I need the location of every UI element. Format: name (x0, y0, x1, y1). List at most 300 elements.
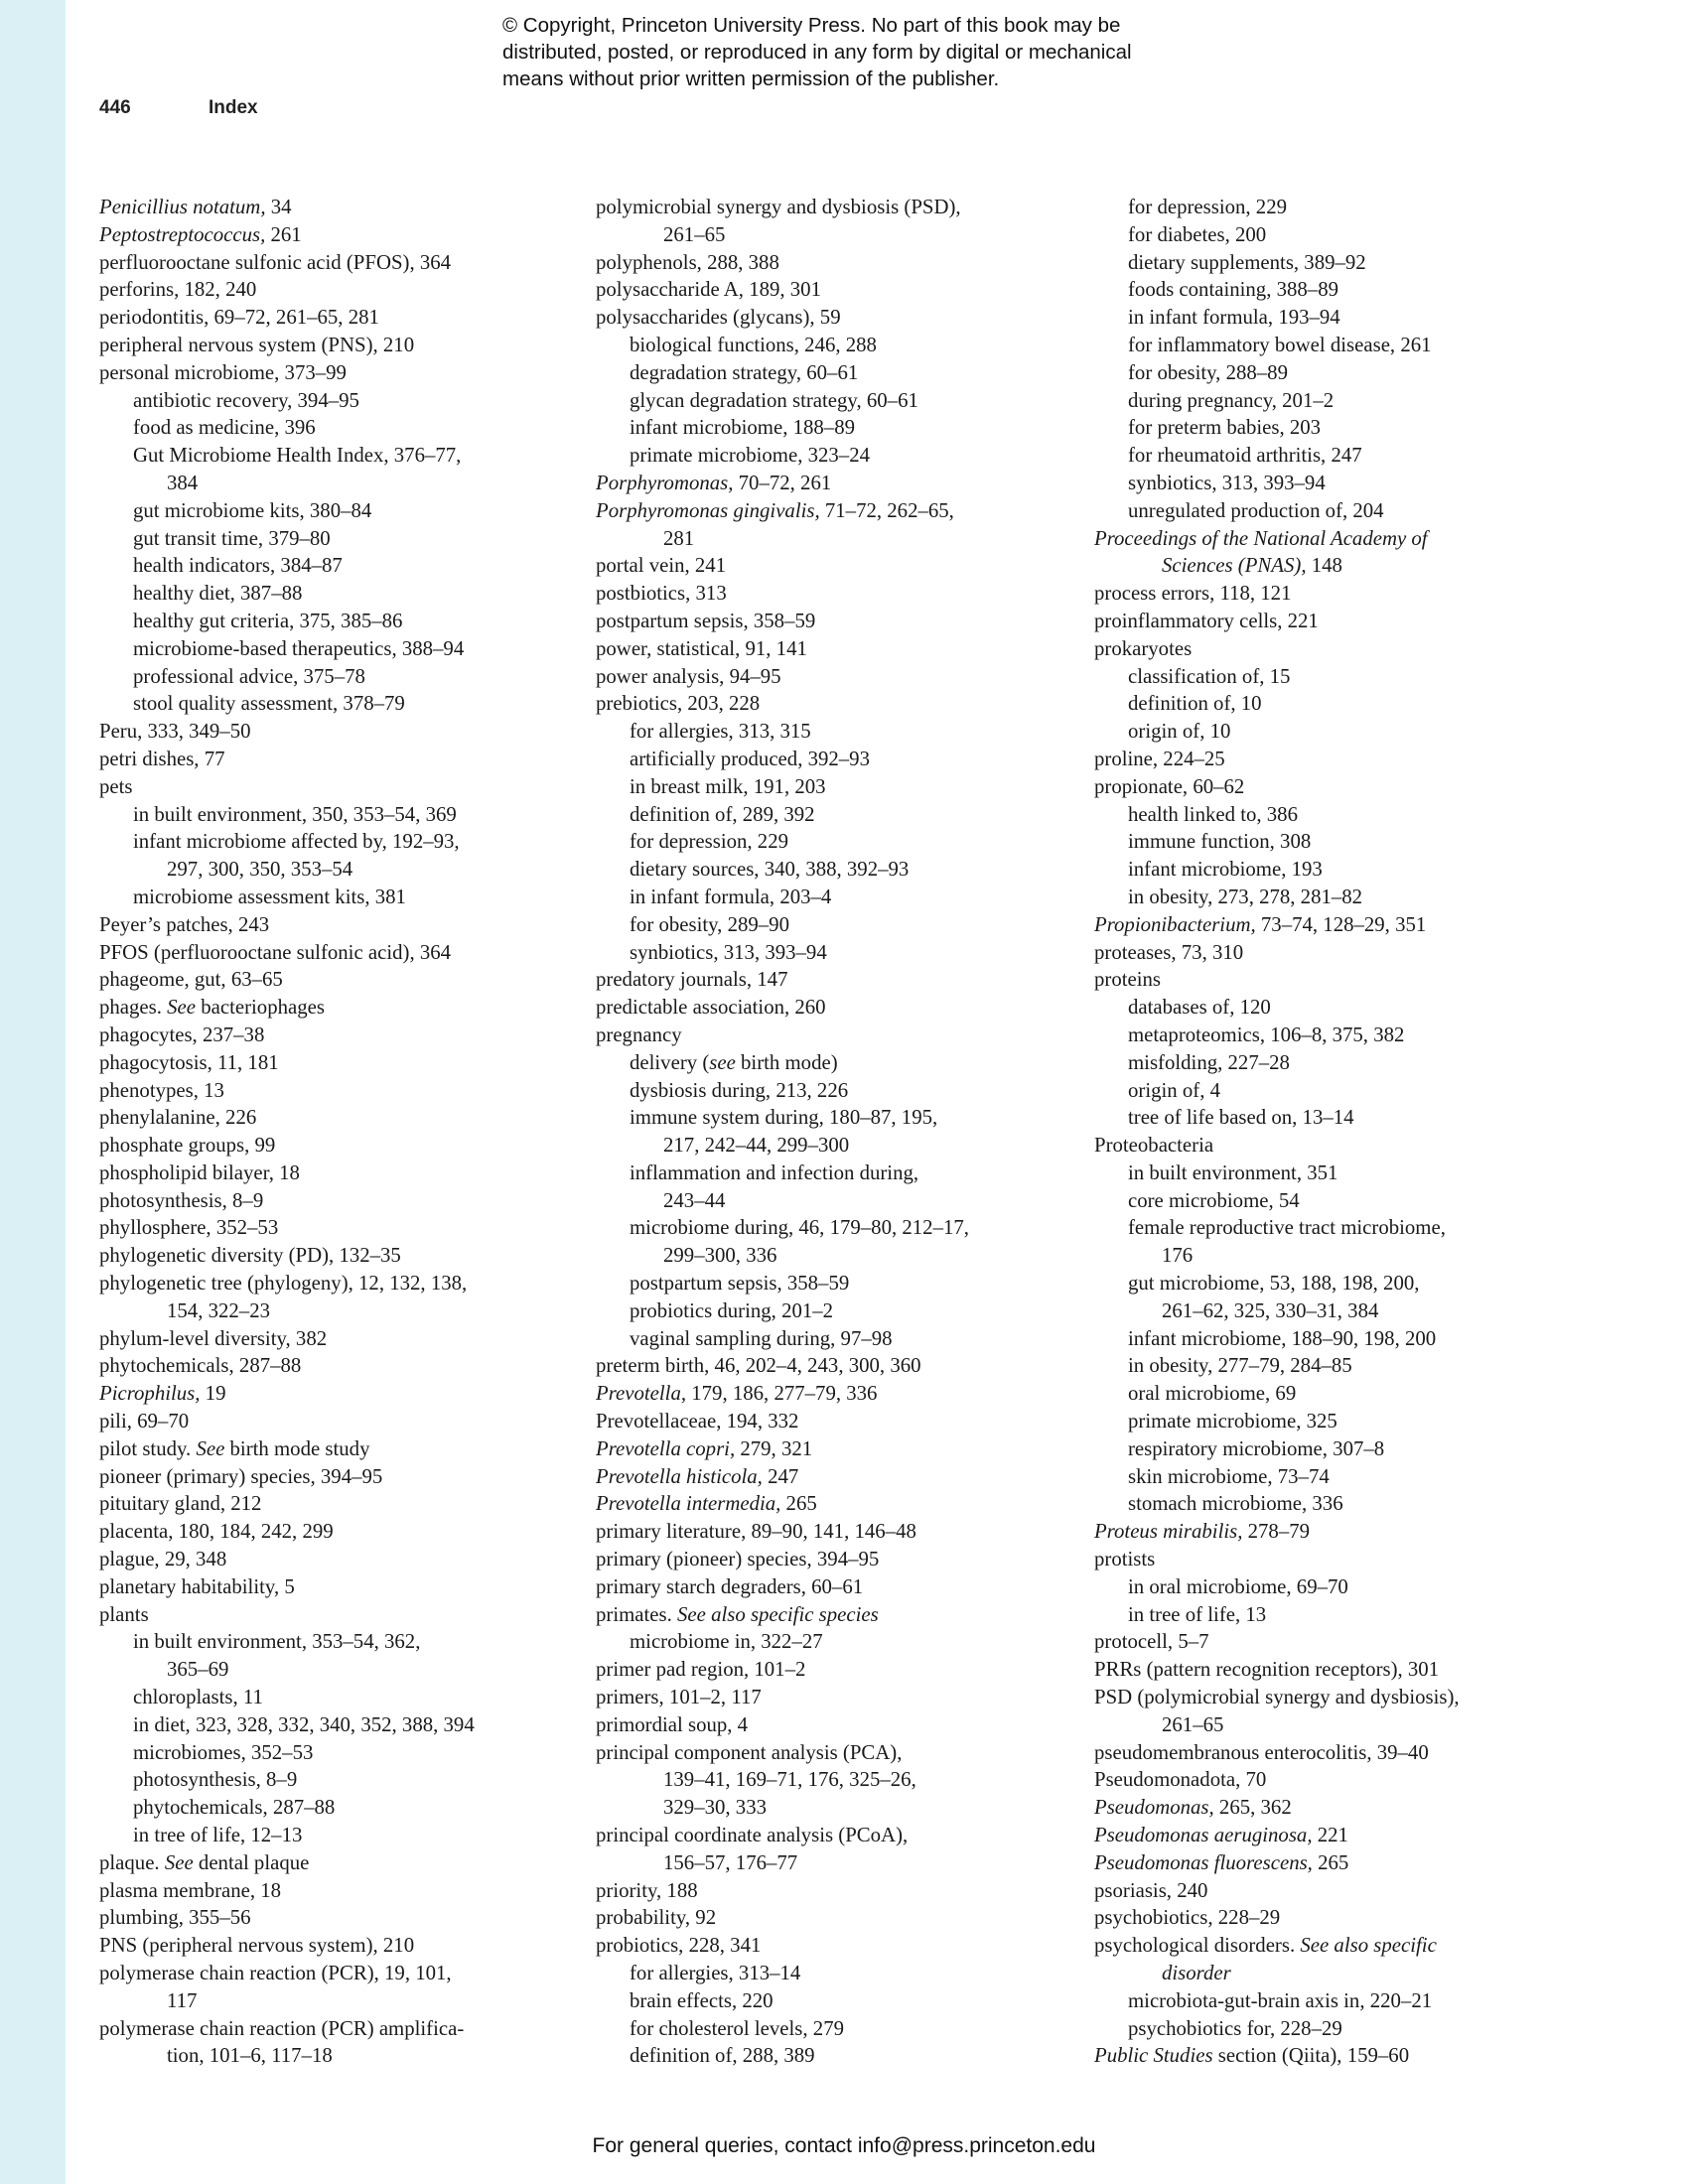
index-entry (1094, 939, 1591, 967)
entry-text: phosphate groups, 99 (99, 1134, 276, 1158)
index-entry (596, 608, 1092, 635)
index-subentry-continuation (596, 1187, 1092, 1215)
index-entry (596, 1684, 1092, 1711)
index-entry (1094, 1739, 1591, 1767)
index-entry (596, 1601, 1092, 1629)
index-entry (1094, 966, 1591, 994)
index-entry (99, 332, 596, 359)
index-subentry (99, 1739, 596, 1767)
entry-text: for obesity, 289–90 (630, 912, 789, 936)
index-subentry (1094, 470, 1591, 497)
index-subentry (1094, 1987, 1591, 2015)
index-subentry (1094, 442, 1591, 470)
entry-text: psychological disorders. (1094, 1934, 1301, 1958)
entry-text: 156–57, 176–77 (663, 1850, 798, 1874)
index-entry (99, 1187, 596, 1215)
entry-text: principal coordinate analysis (PCoA), (596, 1824, 909, 1847)
section-title: Index (209, 97, 258, 118)
index-entry (99, 1352, 596, 1380)
index-entry (596, 1656, 1092, 1684)
entry-text: 148 (1306, 554, 1342, 578)
entry-text: microbiome during, 46, 179–80, 212–17, (630, 1216, 969, 1240)
index-subentry (1094, 1352, 1591, 1380)
index-entry (596, 663, 1092, 691)
index-subentry (99, 801, 596, 829)
index-subentry (1094, 1601, 1591, 1629)
entry-text: immune system during, 180–87, 195, (630, 1106, 938, 1130)
index-entry (596, 194, 1092, 221)
index-entry (1094, 1877, 1591, 1905)
index-subentry (1094, 194, 1591, 221)
index-entry (99, 1932, 596, 1960)
entry-text: 261–65 (1162, 1712, 1224, 1736)
index-entry (99, 939, 596, 967)
index-entry (99, 1573, 596, 1601)
entry-text: periodontitis, 69–72, 261–65, 281 (99, 306, 379, 330)
entry-text: degradation strategy, 60–61 (630, 360, 859, 384)
entry-text: Peru, 333, 349–50 (99, 720, 251, 744)
italic-text: Proceedings of the National Academy of (1094, 526, 1428, 550)
italic-text: Pseudomonas aeruginosa, (1094, 1824, 1313, 1847)
index-entry (1094, 1794, 1591, 1822)
index-subentry (1094, 1463, 1591, 1491)
entry-text: foods containing, 388–89 (1128, 278, 1338, 302)
index-subentry (1094, 1104, 1591, 1132)
index-entry (99, 911, 596, 939)
entry-text: 19 (200, 1382, 226, 1406)
entry-text: bacteriophages (196, 996, 325, 1020)
entry-text: polymicrobial synergy and dysbiosis (PSD), (596, 196, 961, 218)
index-subentry (1094, 856, 1591, 884)
index-entry (99, 718, 596, 746)
index-subentry (99, 1794, 596, 1822)
entry-text: 117 (167, 1988, 198, 2012)
entry-text: primers, 101–2, 117 (596, 1686, 762, 1709)
entry-text: gut microbiome kits, 380–84 (133, 498, 372, 522)
italic-text: Prevotella histicola, (596, 1464, 763, 1488)
entry-text: pili, 69–70 (99, 1410, 190, 1433)
italic-text: Picrophilus, (99, 1382, 201, 1406)
index-subentry (596, 1104, 1092, 1132)
index-entry (1094, 1518, 1591, 1546)
index-subentry (1094, 1214, 1591, 1242)
index-entry (596, 635, 1092, 663)
index-entry (596, 276, 1092, 304)
entry-text: core microbiome, 54 (1128, 1188, 1300, 1212)
entry-text: polysaccharide A, 189, 301 (596, 278, 821, 302)
index-entry (596, 1463, 1092, 1491)
index-subentry (1094, 994, 1591, 1022)
index-subentry (1094, 1325, 1591, 1353)
index-entry (596, 470, 1092, 497)
entry-text: 73–74, 128–29, 351 (1255, 912, 1427, 936)
index-entry (596, 1490, 1092, 1518)
entry-text: skin microbiome, 73–74 (1128, 1464, 1330, 1488)
index-subentry (99, 608, 596, 635)
entry-text: Pseudomonadota, 70 (1094, 1768, 1267, 1792)
italic-text: See also specific species (677, 1602, 879, 1626)
index-entry (596, 1822, 1092, 1849)
index-entry-continuation (596, 1849, 1092, 1877)
italic-text: Pseudomonas fluorescens, (1094, 1850, 1313, 1874)
index-entry (1094, 1904, 1591, 1932)
index-entry (1094, 2042, 1591, 2070)
entry-text: dietary supplements, 389–92 (1128, 250, 1366, 274)
entry-text: 299–300, 336 (663, 1244, 777, 1268)
index-subentry (99, 387, 596, 415)
entry-text: phyllosphere, 352–53 (99, 1216, 279, 1240)
entry-text: proteases, 73, 310 (1094, 940, 1244, 964)
index-subentry (99, 690, 596, 718)
entry-text: phages. (99, 996, 168, 1020)
italic-text: Porphyromonas gingivalis, (596, 498, 820, 522)
entry-text: perforins, 182, 240 (99, 278, 257, 302)
italic-text: see (709, 1050, 736, 1074)
entry-text: psychobiotics for, 228–29 (1128, 2016, 1342, 2040)
index-entry (596, 1739, 1092, 1767)
index-entry-continuation (1094, 1960, 1591, 1987)
index-subentry (596, 1214, 1092, 1242)
entry-text: primate microbiome, 325 (1128, 1410, 1337, 1433)
index-entry-continuation (99, 1297, 596, 1325)
index-entry (99, 1160, 596, 1187)
entry-text: planetary habitability, 5 (99, 1574, 295, 1598)
index-entry (99, 773, 596, 801)
entry-text: Prevotellaceae, 194, 332 (596, 1410, 799, 1433)
index-subentry (1094, 1077, 1591, 1105)
index-entry (1094, 1684, 1591, 1711)
index-subentry (1094, 663, 1591, 691)
index-entry (99, 249, 596, 277)
index-subentry (596, 1325, 1092, 1353)
entry-text: 71–72, 262–65, (819, 498, 954, 522)
index-subentry (1094, 387, 1591, 415)
index-subentry (99, 1628, 596, 1656)
index-subentry (596, 1049, 1092, 1077)
entry-text: polymerase chain reaction (PCR) amplifica- (99, 2016, 465, 2040)
index-subentry (1094, 718, 1591, 746)
index-subentry (99, 442, 596, 470)
index-entry (1094, 1822, 1591, 1849)
index-subentry (99, 884, 596, 911)
index-subentry (596, 2015, 1092, 2043)
index-subentry (1094, 1573, 1591, 1601)
entry-text: probability, 92 (596, 1906, 717, 1930)
entry-text: process errors, 118, 121 (1094, 582, 1292, 606)
entry-text: PRRs (pattern recognition receptors), 301 (1094, 1658, 1440, 1682)
index-subentry (1094, 221, 1591, 249)
entry-text: chloroplasts, 11 (133, 1686, 263, 1709)
index-entry (596, 1711, 1092, 1739)
entry-text: propionate, 60–62 (1094, 774, 1245, 798)
index-subentry (1094, 801, 1591, 829)
entry-text: databases of, 120 (1128, 996, 1271, 1020)
entry-text: synbiotics, 313, 393–94 (1128, 471, 1326, 494)
entry-text: 297, 300, 350, 353–54 (167, 858, 353, 882)
index-subentry (1094, 249, 1591, 277)
index-entry (596, 994, 1092, 1022)
index-subentry (1094, 359, 1591, 387)
index-entry (99, 966, 596, 994)
entry-text: phospholipid bilayer, 18 (99, 1160, 300, 1184)
index-entry (99, 1380, 596, 1408)
entry-text: in obesity, 273, 278, 281–82 (1128, 885, 1363, 908)
entry-text: for allergies, 313–14 (630, 1962, 801, 1984)
entry-text: glycan degradation strategy, 60–61 (630, 388, 918, 412)
entry-text: for allergies, 313, 315 (630, 720, 811, 744)
entry-text: primer pad region, 101–2 (596, 1658, 806, 1682)
entry-text: psoriasis, 240 (1094, 1878, 1208, 1902)
index-entry (596, 1435, 1092, 1463)
index-entry (99, 194, 596, 221)
index-subentry (596, 828, 1092, 856)
entry-text: priority, 188 (596, 1878, 698, 1902)
page-edge-strip (0, 0, 66, 2184)
index-entry (1094, 608, 1591, 635)
entry-text: 247 (762, 1464, 799, 1488)
entry-text: proteins (1094, 968, 1162, 992)
index-entry (596, 1022, 1092, 1049)
index-entry (99, 1077, 596, 1105)
index-subentry (1094, 304, 1591, 332)
index-subentry (99, 1711, 596, 1739)
entry-text: portal vein, 241 (596, 554, 727, 578)
index-subentry (99, 1766, 596, 1794)
entry-text: dietary sources, 340, 388, 392–93 (630, 858, 910, 882)
entry-text: prebiotics, 203, 228 (596, 692, 761, 716)
index-subentry (1094, 414, 1591, 442)
index-entry (99, 746, 596, 773)
index-entry (1094, 1656, 1591, 1684)
italic-text: Pseudomonas, (1094, 1796, 1214, 1820)
entry-text: stool quality assessment, 378–79 (133, 692, 405, 716)
entry-text: plaque. (99, 1850, 165, 1874)
entry-text: photosynthesis, 8–9 (133, 1768, 298, 1792)
index-subentry (1094, 1049, 1591, 1077)
entry-text: primary literature, 89–90, 141, 146–48 (596, 1520, 916, 1544)
entry-text: plague, 29, 348 (99, 1548, 227, 1571)
index-entry (1094, 635, 1591, 663)
entry-text: polysaccharides (glycans), 59 (596, 306, 841, 330)
index-entry (1094, 1546, 1591, 1573)
index-subentry (596, 939, 1092, 967)
entry-text: 265 (1312, 1850, 1349, 1874)
entry-text: in tree of life, 13 (1128, 1602, 1267, 1626)
entry-text: birth mode study (224, 1436, 370, 1460)
entry-text: phagocytes, 237–38 (99, 1023, 265, 1046)
entry-text: microbiome assessment kits, 381 (133, 885, 406, 908)
index-column-3 (1094, 194, 1591, 2070)
index-subentry (596, 1270, 1092, 1297)
entry-text: pioneer (primary) species, 394–95 (99, 1464, 383, 1488)
index-subentry (1094, 828, 1591, 856)
entry-text: pilot study. (99, 1436, 197, 1460)
index-entry (596, 690, 1092, 718)
italic-text: Prevotella intermedia, (596, 1492, 781, 1516)
entry-text: Peyer’s patches, 243 (99, 912, 270, 936)
index-entry (596, 1352, 1092, 1380)
entry-text: in built environment, 351 (1128, 1160, 1338, 1184)
italic-text: Propionibacterium, (1094, 912, 1256, 936)
entry-text: for inflammatory bowel disease, 261 (1128, 333, 1432, 356)
page-number: 446 (99, 97, 131, 118)
entry-text: 329–30, 333 (663, 1796, 767, 1820)
entry-text: power analysis, 94–95 (596, 664, 781, 688)
entry-text: peripheral nervous system (PNS), 210 (99, 333, 415, 356)
index-column-2 (596, 194, 1092, 2070)
entry-text: plumbing, 355–56 (99, 1906, 251, 1930)
entry-text: 279, 321 (735, 1436, 813, 1460)
entry-text: predatory journals, 147 (596, 968, 788, 992)
entry-text: probiotics, 228, 341 (596, 1934, 762, 1958)
index-entry (596, 1380, 1092, 1408)
index-subentry (596, 718, 1092, 746)
entry-text: 261–62, 325, 330–31, 384 (1162, 1298, 1379, 1322)
entry-text: respiratory microbiome, 307–8 (1128, 1436, 1385, 1460)
entry-text: personal microbiome, 373–99 (99, 360, 347, 384)
entry-text: infant microbiome affected by, 192–93, (133, 830, 460, 854)
entry-text: 139–41, 169–71, 176, 325–26, (663, 1768, 916, 1792)
entry-text: perfluorooctane sulfonic acid (PFOS), 364 (99, 250, 452, 274)
index-entry (1094, 746, 1591, 773)
entry-text: principal component analysis (PCA), (596, 1740, 903, 1764)
entry-text: PSD (polymicrobial synergy and dysbiosis), (1094, 1686, 1460, 1709)
entry-text: primary (pioneer) species, 394–95 (596, 1548, 880, 1571)
index-entry-continuation (99, 2042, 596, 2070)
index-subentry (99, 1684, 596, 1711)
index-entry (99, 1242, 596, 1270)
index-entry (1094, 1132, 1591, 1160)
italic-text: Proteus mirabilis, (1094, 1520, 1243, 1544)
entry-text: 179, 186, 277–79, 336 (686, 1382, 878, 1406)
entry-text: for rheumatoid arthritis, 247 (1128, 444, 1362, 468)
index-subentry (596, 884, 1092, 911)
index-entry (99, 1270, 596, 1297)
entry-text: in infant formula, 193–94 (1128, 306, 1340, 330)
index-subentry (596, 911, 1092, 939)
entry-text: 221 (1312, 1824, 1348, 1847)
index-subentry (596, 801, 1092, 829)
index-subentry (596, 746, 1092, 773)
entry-text: microbiomes, 352–53 (133, 1740, 314, 1764)
index-subentry (596, 1987, 1092, 2015)
index-entry (99, 1435, 596, 1463)
italic-text: Porphyromonas, (596, 471, 734, 494)
entry-text: professional advice, 375–78 (133, 664, 365, 688)
index-entry (1094, 1932, 1591, 1960)
entry-text: 217, 242–44, 299–300 (663, 1134, 850, 1158)
entry-text: metaproteomics, 106–8, 375, 382 (1128, 1023, 1405, 1046)
index-entry (596, 1546, 1092, 1573)
running-head (99, 97, 258, 119)
entry-text: polyphenols, 288, 388 (596, 250, 779, 274)
entry-text: pets (99, 774, 133, 798)
index-subentry-continuation (596, 1242, 1092, 1270)
entry-text: delivery ( (630, 1050, 710, 1074)
index-entry (596, 1518, 1092, 1546)
entry-text: placenta, 180, 184, 242, 299 (99, 1520, 334, 1544)
index-subentry (1094, 1380, 1591, 1408)
entry-text: preterm birth, 46, 202–4, 243, 300, 360 (596, 1354, 921, 1378)
entry-text: Gut Microbiome Health Index, 376–77, (133, 444, 462, 468)
index-subentry-continuation (99, 1656, 596, 1684)
entry-text: primary starch degraders, 60–61 (596, 1574, 864, 1598)
italic-text: Peptostreptococcus, (99, 222, 266, 246)
index-entry-continuation (1094, 552, 1591, 580)
index-entry (1094, 1766, 1591, 1794)
entry-text: microbiota-gut-brain axis in, 220–21 (1128, 1988, 1433, 2012)
index-subentry-continuation (99, 856, 596, 884)
italic-text: Penicillius notatum, (99, 196, 266, 218)
index-subentry (596, 414, 1092, 442)
entry-text: origin of, 10 (1128, 720, 1231, 744)
entry-text: dental plaque (193, 1850, 310, 1874)
footer-contact: For general queries, contact info@press.princeton.edu (592, 2134, 1096, 2157)
index-subentry-continuation (1094, 1242, 1591, 1270)
copyright-line: means without prior written permission of the publisher. (502, 68, 1000, 90)
index-entry (596, 497, 1092, 525)
index-entry (1094, 580, 1591, 608)
index-subentry (99, 497, 596, 525)
entry-text: phytochemicals, 287–88 (133, 1796, 336, 1820)
entry-text: proline, 224–25 (1094, 747, 1225, 770)
entry-text: for depression, 229 (630, 830, 788, 854)
entry-text: oral microbiome, 69 (1128, 1382, 1297, 1406)
index-entry (99, 1022, 596, 1049)
index-subentry (1094, 276, 1591, 304)
entry-text: 176 (1162, 1244, 1194, 1268)
entry-text: 154, 322–23 (167, 1298, 270, 1322)
entry-text: primordial soup, 4 (596, 1712, 749, 1736)
italic-text: Sciences (PNAS), (1162, 554, 1307, 578)
entry-text: tion, 101–6, 117–18 (167, 2044, 333, 2068)
index-subentry (99, 663, 596, 691)
italic-text: See (164, 1850, 194, 1874)
entry-text: during pregnancy, 201–2 (1128, 388, 1335, 412)
entry-text: pregnancy (596, 1023, 682, 1046)
italic-text: Prevotella, (596, 1382, 687, 1406)
index-subentry (99, 552, 596, 580)
entry-text: for preterm babies, 203 (1128, 416, 1322, 440)
entry-text: protists (1094, 1548, 1156, 1571)
entry-text: 365–69 (167, 1658, 229, 1682)
index-subentry (596, 1960, 1092, 1987)
index-entry (99, 994, 596, 1022)
index-subentry (596, 387, 1092, 415)
entry-text: unregulated production of, 204 (1128, 498, 1384, 522)
index-subentry (596, 856, 1092, 884)
index-entry (596, 966, 1092, 994)
index-entry (99, 1546, 596, 1573)
entry-text: in oral microbiome, 69–70 (1128, 1574, 1348, 1598)
entry-text: phenylalanine, 226 (99, 1106, 257, 1130)
entry-text: PNS (peripheral nervous system), 210 (99, 1934, 415, 1958)
index-entry (99, 1325, 596, 1353)
entry-text: petri dishes, 77 (99, 747, 225, 770)
index-entry-continuation (596, 221, 1092, 249)
index-entry (99, 1601, 596, 1629)
entry-text: 281 (663, 526, 695, 550)
index-entry (596, 1932, 1092, 1960)
entry-text: 261 (265, 222, 302, 246)
entry-text: 261–65 (663, 222, 726, 246)
entry-text: definition of, 289, 392 (630, 802, 815, 826)
entry-text: phenotypes, 13 (99, 1078, 224, 1102)
index-entry (99, 1490, 596, 1518)
index-subentry (99, 635, 596, 663)
index-entry (99, 1408, 596, 1435)
index-subentry (99, 414, 596, 442)
